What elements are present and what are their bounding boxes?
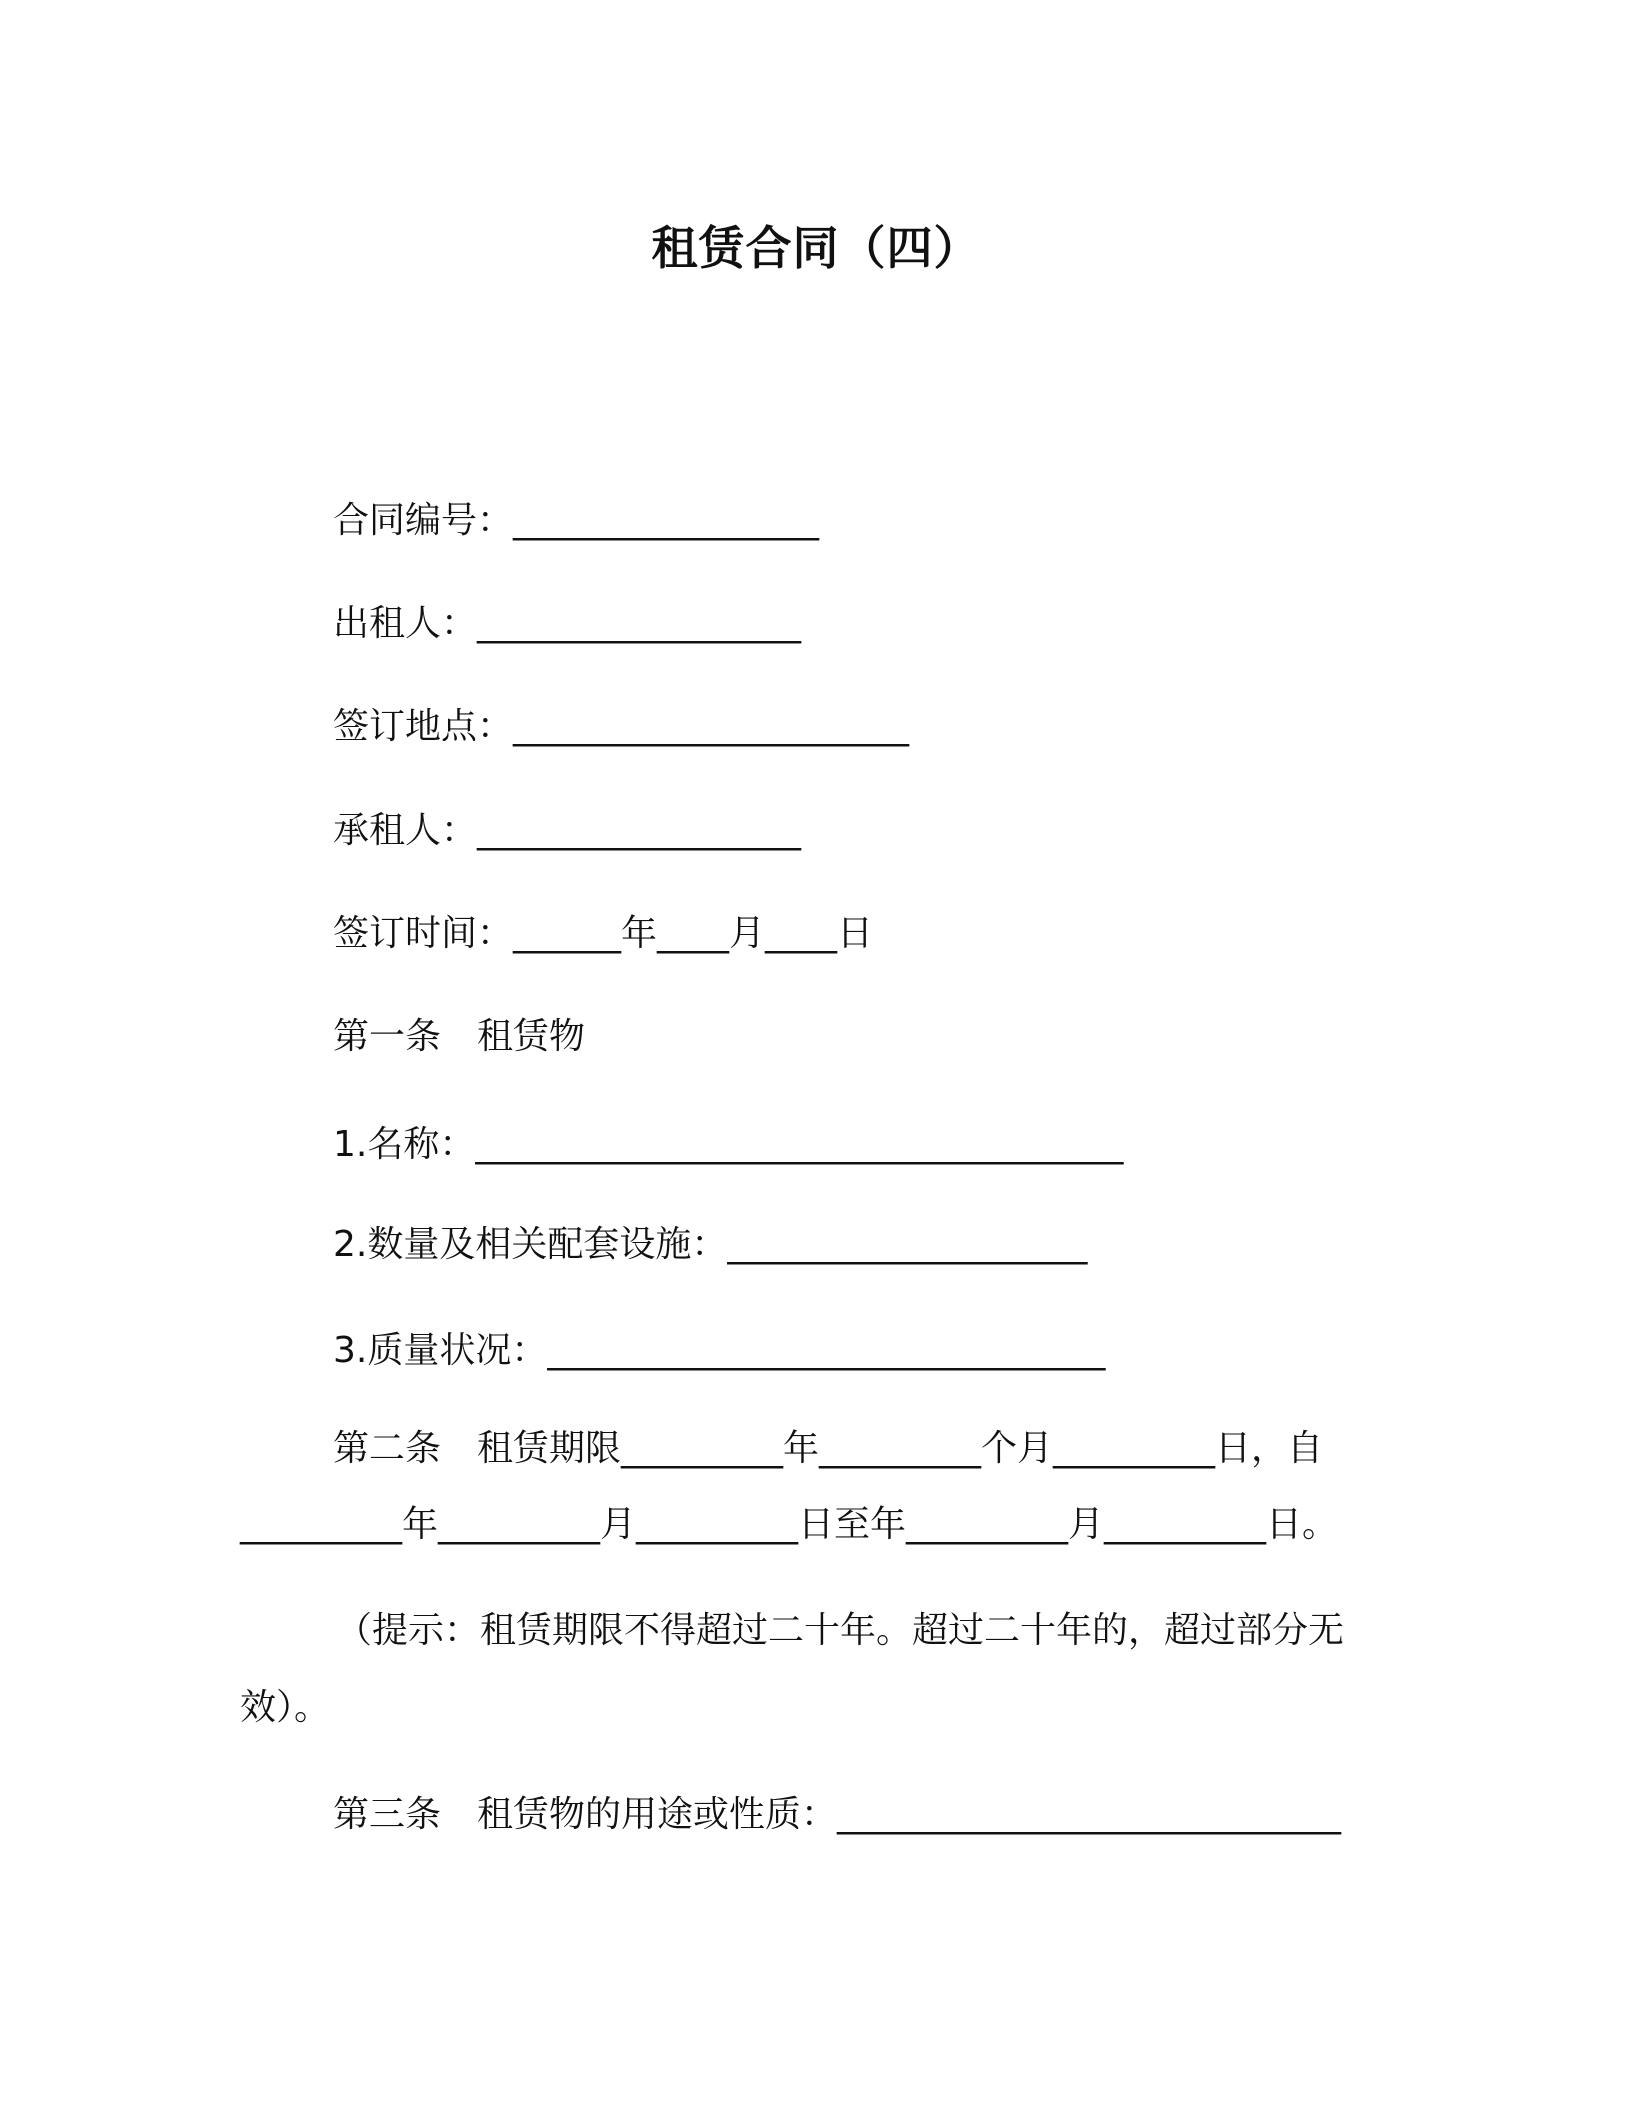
lessor-line: 出租人：__________________ [333, 603, 802, 644]
article-2-line-1: 第二条 租赁期限_________年_________个月_________日，自 [333, 1428, 1324, 1469]
hint-line-2: 效）。 [240, 1687, 331, 1728]
lessee-line: 承租人：__________________ [333, 810, 802, 851]
item-quantity-line: 2.数量及相关配套设施：____________________ [333, 1224, 1088, 1265]
signing-place-line: 签订地点：______________________ [333, 706, 910, 747]
item-name-line: 1.名称：____________________________________ [333, 1124, 1124, 1165]
article-2-line-2: _________年_________月_________日至年_________月_________日。 [240, 1504, 1339, 1545]
article-3-line: 第三条 租赁物的用途或性质：____________________________ [333, 1794, 1342, 1835]
contract-number-line: 合同编号：_________________ [333, 500, 820, 541]
document-title: 租赁合同（四） [651, 221, 981, 275]
signing-date-line: 签订时间：______年____月____日 [333, 913, 874, 954]
article-1-heading: 第一条 租赁物 [333, 1016, 586, 1057]
hint-line-1: （提示：租赁期限不得超过二十年。超过二十年的，超过部分无 [336, 1610, 1345, 1651]
item-quality-line: 3.质量状况：_______________________________ [333, 1330, 1106, 1371]
